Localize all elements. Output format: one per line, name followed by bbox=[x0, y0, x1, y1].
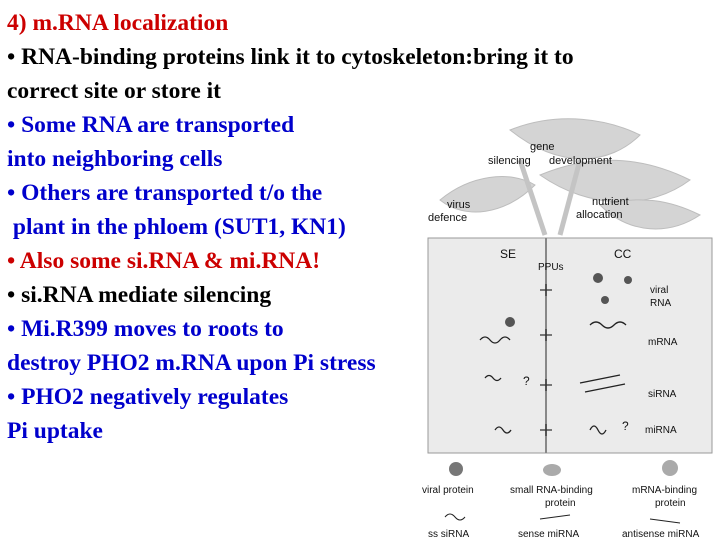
legend-antisense-mirna: antisense miRNA bbox=[622, 529, 700, 540]
bullet-sirna-mirna: • Also some si.RNA & mi.RNA! bbox=[7, 248, 321, 274]
bullet-phloem: • Others are transported t/o the bbox=[7, 180, 323, 206]
label-ppus: PPUs bbox=[538, 262, 564, 273]
legend-small-rbp-protein: protein bbox=[545, 498, 576, 509]
bullet-mir399-cont: destroy PHO2 m.RNA upon Pi stress bbox=[7, 350, 376, 376]
label-development: development bbox=[549, 155, 612, 167]
label-viral-rna: RNA bbox=[650, 298, 672, 309]
mrna-binding-protein-icon bbox=[662, 460, 678, 476]
bullet-sirna-silencing: • si.RNA mediate silencing bbox=[7, 282, 272, 308]
label-defence: defence bbox=[428, 212, 468, 224]
bullet-mir399: • Mi.R399 moves to roots to bbox=[7, 316, 284, 342]
label-question-1: ? bbox=[523, 374, 530, 388]
label-mrna: mRNA bbox=[648, 337, 678, 348]
slide-title: 4) m.RNA localization bbox=[7, 10, 229, 36]
legend-mrna-bp: mRNA-binding bbox=[632, 485, 698, 496]
label-gene: gene bbox=[530, 141, 555, 153]
legend-small-rbp: small RNA-binding bbox=[510, 485, 593, 496]
label-nutrient: nutrient bbox=[592, 196, 629, 208]
label-mirna: miRNA bbox=[645, 425, 677, 436]
bullet-rna-binding: • RNA-binding proteins link it to cytoskeleton:bring it to bbox=[7, 44, 574, 70]
bullet-rna-binding-cont: correct site or store it bbox=[7, 78, 222, 104]
legend-mrna-bp-protein: protein bbox=[655, 498, 686, 509]
ss-sirna-icon bbox=[445, 514, 465, 520]
label-cc: CC bbox=[614, 247, 632, 261]
bullet-transported: • Some RNA are transported bbox=[7, 112, 295, 138]
legend-sense-mirna: sense miRNA bbox=[518, 529, 580, 540]
label-question-2: ? bbox=[622, 419, 629, 433]
label-viral: viral bbox=[650, 285, 669, 296]
label-allocation: allocation bbox=[576, 209, 623, 221]
label-virus: virus bbox=[447, 199, 471, 211]
phloem-rna-figure bbox=[420, 110, 720, 540]
rna-binding-protein-icon bbox=[543, 464, 561, 476]
antisense-mirna-icon bbox=[650, 519, 680, 523]
legend-ss-sirna: ss siRNA bbox=[428, 529, 470, 540]
bullet-pho2-cont: Pi uptake bbox=[7, 418, 103, 444]
bullet-phloem-cont: plant in the phloem (SUT1, KN1) bbox=[7, 214, 346, 240]
bullet-transported-cont: into neighboring cells bbox=[7, 146, 223, 172]
bullet-pho2: • PHO2 negatively regulates bbox=[7, 384, 289, 410]
biohazard-icon bbox=[449, 462, 463, 476]
label-silencing: silencing bbox=[488, 155, 531, 167]
label-sirna: siRNA bbox=[648, 389, 677, 400]
label-se: SE bbox=[500, 247, 517, 261]
figure-legend bbox=[422, 460, 700, 540]
plant-leaves bbox=[440, 119, 700, 235]
sense-mirna-icon bbox=[540, 515, 570, 519]
legend-viral-protein: viral protein bbox=[422, 485, 474, 496]
